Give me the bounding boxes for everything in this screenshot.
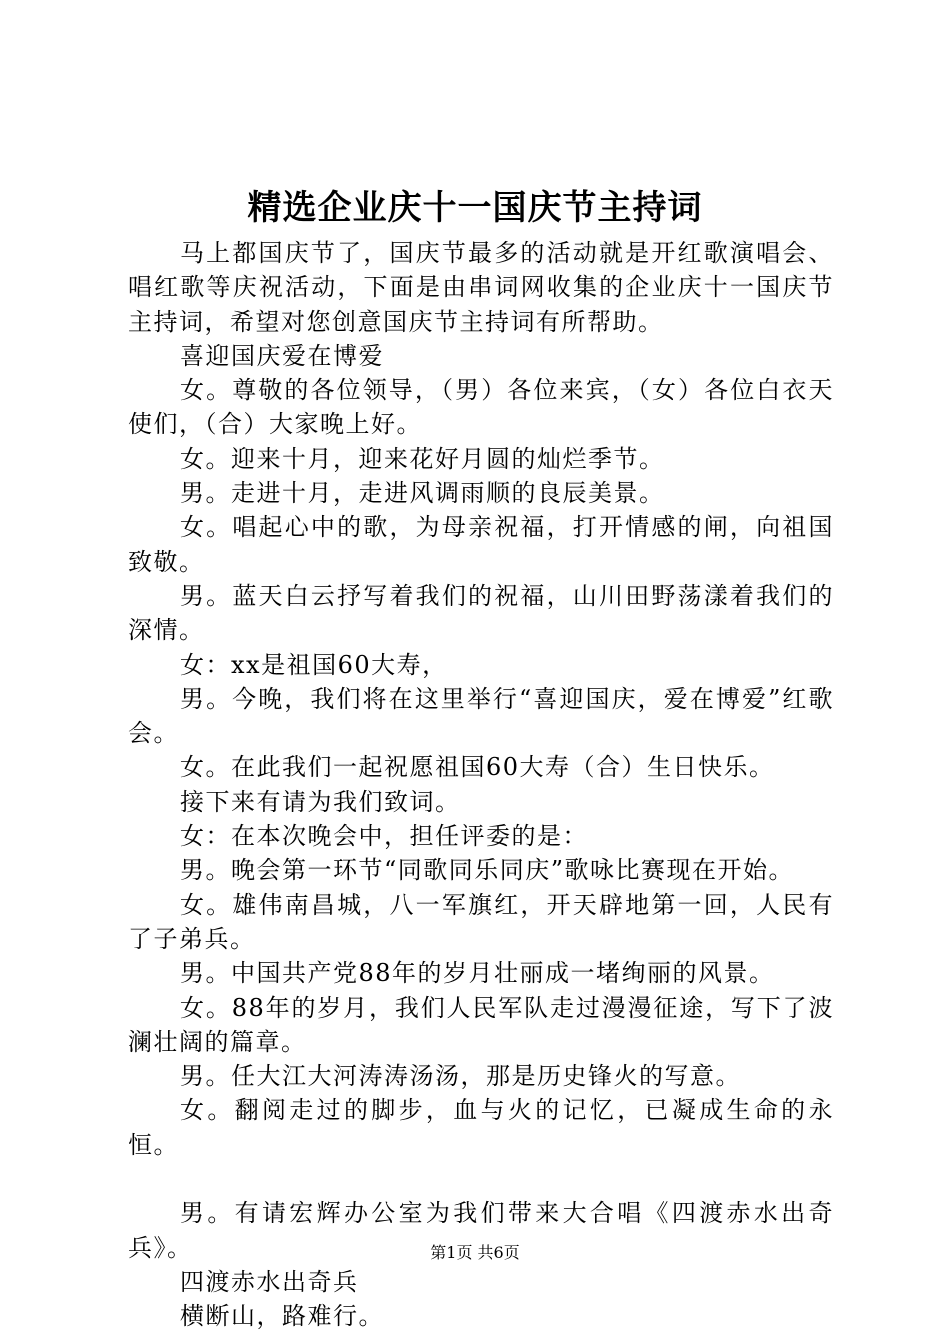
paragraph: 女。翻阅走过的脚步，血与火的记忆，已凝成生命的永恒。 — [128, 1096, 834, 1159]
paragraph: 女。迎来十月，迎来花好月圆的灿烂季节。 — [180, 444, 665, 473]
paragraph: 男。走进十月，走进风调雨顺的良辰美景。 — [180, 479, 665, 508]
paragraph: 女。雄伟南昌城，八一军旗红，开天辟地第一回，人民有了子弟兵。 — [128, 890, 834, 953]
paragraph-subtitle: 喜迎国庆爱在博爱 — [180, 341, 384, 370]
paragraph: 男。有请宏辉办公室为我们带来大合唱《四渡赤水出奇兵》。 — [128, 1199, 834, 1262]
paragraph-lyric: 横断山，路难行。 — [180, 1302, 384, 1331]
paragraph: 男。晚会第一环节“同歌同乐同庆”歌咏比赛现在开始。 — [180, 856, 795, 885]
paragraph: 女：xx是祖国60大寿， — [180, 650, 448, 679]
paragraph: 男。今晚，我们将在这里举行“喜迎国庆，爱在博爱”红歌会。 — [128, 684, 834, 748]
page-footer: 第1页 共6页 — [430, 1243, 520, 1262]
paragraph: 男。任大江大河涛涛汤汤，那是历史锋火的写意。 — [180, 1062, 741, 1091]
paragraph-intro: 马上都国庆节了，国庆节最多的活动就是开红歌演唱会、唱红歌等庆祝活动，下面是由串词网收集的企业庆十一国庆节主持词，希望对您创意国庆节主持词有所帮助。 — [128, 239, 834, 336]
paragraph: 接下来有请为我们致词。 — [180, 787, 461, 816]
paragraph: 女：在本次晚会中，担任评委的是： — [180, 822, 588, 851]
paragraph: 男。蓝天白云抒写着我们的祝福，山川田野荡漾着我们的深情。 — [128, 581, 834, 645]
paragraph: 女。88年的岁月，我们人民军队走过漫漫征途，写下了波澜壮阔的篇章。 — [128, 993, 834, 1056]
paragraph-song-title: 四渡赤水出奇兵 — [180, 1267, 359, 1296]
paragraph: 女。唱起心中的歌，为母亲祝福，打开情感的闸，向祖国致敬。 — [128, 513, 834, 576]
paragraph: 男。中国共产党88年的岁月壮丽成一堵绚丽的风景。 — [180, 959, 775, 988]
document-title: 精选企业庆十一国庆节主持词 — [247, 188, 703, 228]
paragraph: 女。尊敬的各位领导，（男）各位来宾，（女）各位白衣天使们，（合）大家晚上好。 — [128, 376, 834, 439]
blank-line — [128, 1162, 834, 1196]
paragraph: 女。在此我们一起祝愿祖国60大寿（合）生日快乐。 — [180, 753, 775, 782]
document-body — [128, 236, 834, 1334]
